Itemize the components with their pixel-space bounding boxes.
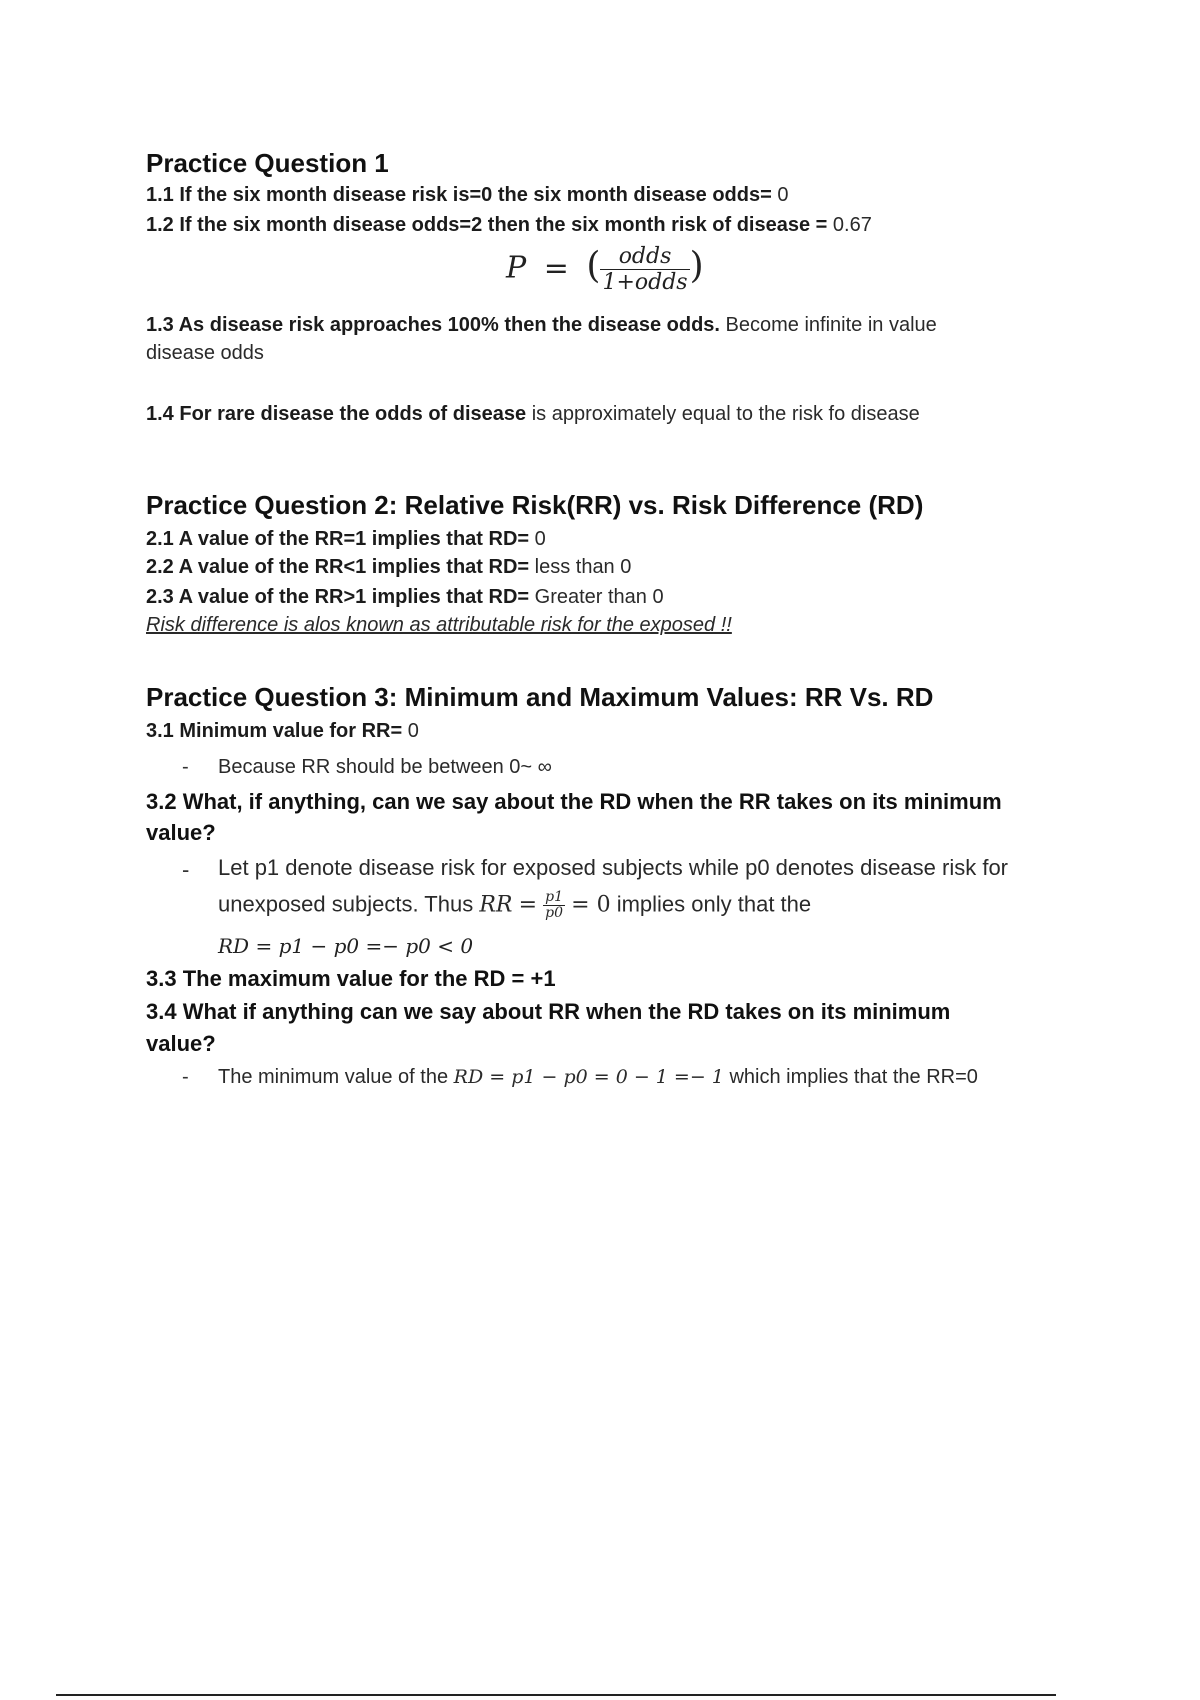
bullet-3-2-line2-pre: unexposed subjects. Thus: [218, 891, 480, 917]
question-1-1-text: 1.1 If the six month disease risk is=0 the six month disease odds=: [146, 184, 772, 206]
question-1-4: [146, 403, 920, 426]
section3-heading: Practice Question 3: Minimum and Maximum Values: RR Vs. RD: [146, 682, 934, 712]
answer-2-1: 0: [529, 528, 546, 550]
rr-equals: =: [518, 892, 538, 918]
question-1-3: [146, 314, 937, 337]
question-1-2-text: 1.2 If the six month disease odds=2 then the six month risk of disease =: [146, 214, 828, 236]
p1-over-p0-fraction: [543, 890, 565, 921]
question-2-3-text: 2.3 A value of the RR>1 implies that RD=: [146, 586, 530, 608]
question-1-2: [146, 214, 872, 237]
answer-1-3-continued: disease odds: [146, 342, 264, 364]
rd-minimum-formula: RD = p1 − p0 = 0 − 1 =− 1: [453, 1066, 724, 1088]
fraction-numerator: p1: [545, 889, 564, 905]
question-3-2-line2: value?: [146, 820, 216, 845]
question-3-3: 3.3 The maximum value for the RD = +1: [146, 966, 556, 991]
equals-zero: = 0: [571, 892, 611, 918]
bullet-3-2-line2: [218, 890, 811, 921]
bullet-3-2-line2-post: implies only that the: [610, 891, 812, 917]
answer-1-2: 0.67: [827, 214, 872, 236]
question-2-1-text: 2.1 A value of the RR=1 implies that RD=: [146, 528, 530, 550]
formula-fraction: [600, 244, 689, 295]
bullet-3-2-line1: Let p1 denote disease risk for exposed subjects while p0 denotes disease risk for: [218, 855, 1009, 880]
bullet-dash: -: [182, 857, 190, 882]
bullet-3-4-text: [218, 1066, 978, 1089]
question-3-2-line1: 3.2 What, if anything, can we say about the RD when the RR takes on its minimum: [146, 789, 1002, 814]
bullet-3-1-text: Because RR should be between 0~ ∞: [218, 756, 552, 778]
question-1-4-text: 1.4 For rare disease the odds of disease: [146, 403, 527, 425]
answer-1-1: 0: [771, 184, 789, 206]
question-3-1: [146, 720, 419, 743]
formula-equals: =: [543, 250, 569, 286]
answer-1-3: Become infinite in value: [719, 314, 937, 336]
question-3-4-line2: value?: [146, 1031, 216, 1056]
rd-formula: RD = p1 − p0 =− p0 < 0: [218, 934, 474, 958]
question-1-1: [146, 184, 788, 207]
question-2-2: [146, 556, 631, 579]
answer-1-4: is approximately equal to the risk fo disease: [526, 403, 920, 425]
odds-formula: P = ( $\frac{\text{odds}}{\text{1+odds}}$ ): [506, 244, 704, 295]
formula-denominator: 1+odds: [602, 270, 688, 295]
section1-heading: Practice Question 1: [146, 148, 389, 178]
bullet-dash: -: [182, 1066, 189, 1088]
fraction-denominator: p0: [545, 905, 564, 921]
answer-3-1: 0: [402, 720, 419, 742]
question-1-3-text: 1.3 As disease risk approaches 100% then the disease odds.: [146, 314, 720, 336]
bullet-dash: -: [182, 756, 189, 778]
rr-symbol: RR: [479, 892, 513, 918]
bullet-3-4-pre: The minimum value of the: [218, 1066, 454, 1088]
question-3-4-line1: 3.4 What if anything can we say about RR when the RD takes on its minimum: [146, 999, 951, 1024]
question-2-3: [146, 586, 664, 609]
formula-lhs: P: [506, 250, 527, 286]
answer-2-3: Greater than 0: [529, 586, 664, 608]
bullet-3-4-post: which implies that the RR=0: [723, 1066, 978, 1088]
question-3-1-text: 3.1 Minimum value for RR=: [146, 720, 403, 742]
answer-2-2: less than 0: [529, 556, 632, 578]
question-2-2-text: 2.2 A value of the RR<1 implies that RD=: [146, 556, 530, 578]
formula-numerator: odds: [600, 244, 689, 270]
attributable-risk-note: Risk difference is alos known as attributable risk for the exposed !!: [146, 614, 732, 636]
page-bottom-rule: [56, 1694, 1056, 1696]
section2-heading: Practice Question 2: Relative Risk(RR) vs. Risk Difference (RD): [146, 490, 924, 520]
question-2-1: [146, 528, 546, 551]
